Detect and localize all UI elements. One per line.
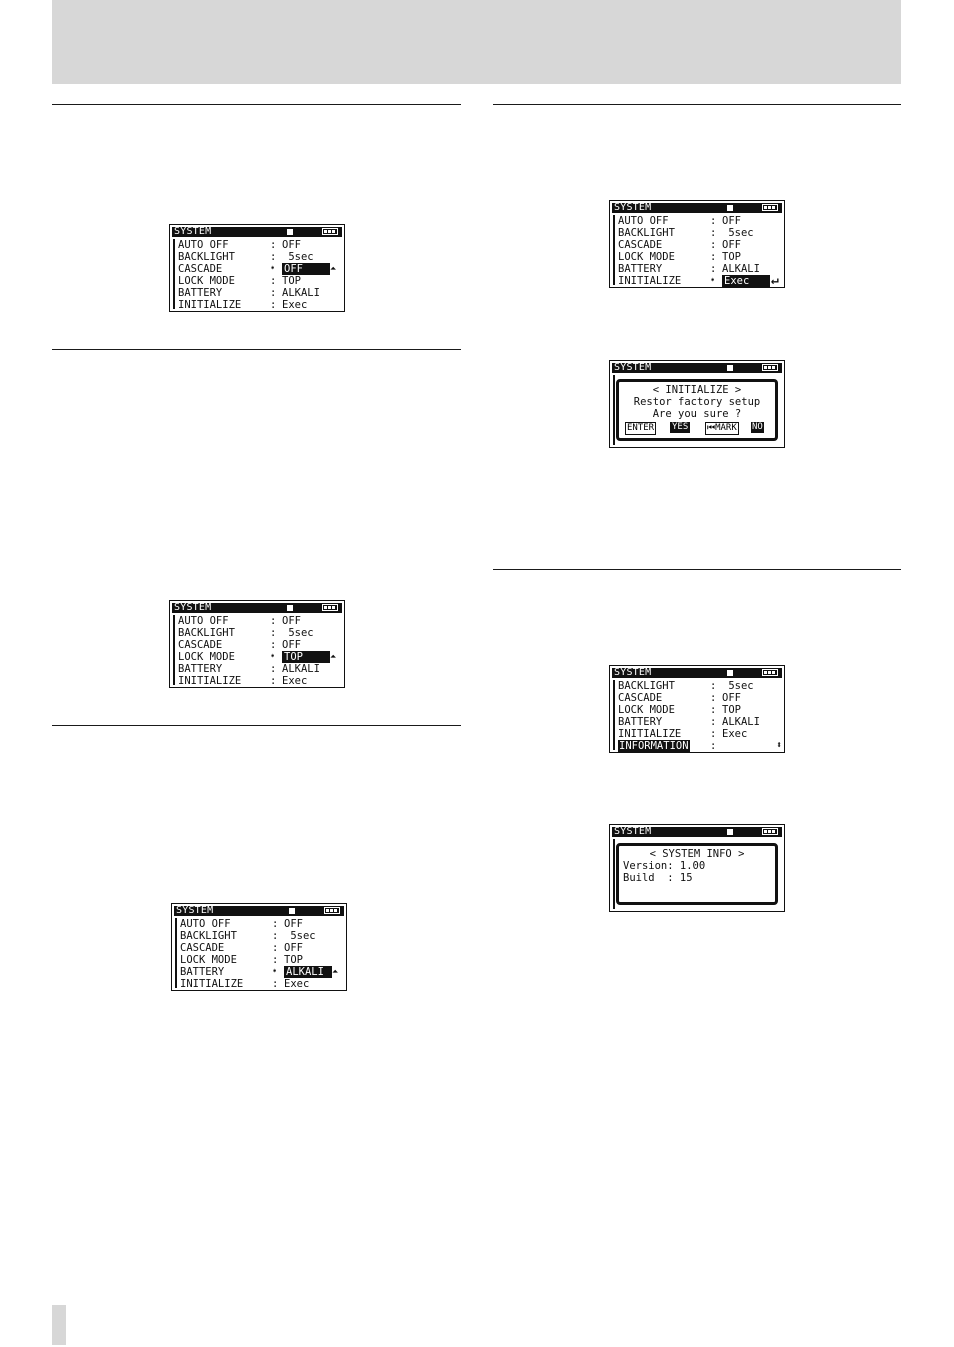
scroll-bar [613, 215, 615, 285]
menu-item-label: CASCADE [618, 239, 663, 251]
battery-icon [322, 228, 338, 235]
menu-item-label: BACKLIGHT [180, 930, 237, 942]
dialog-line: Version: 1.00 [623, 860, 706, 872]
menu-item-value: OFF [722, 215, 741, 227]
lcd-title: SYSTEM [614, 202, 652, 213]
menu-item-value: TOP [282, 651, 330, 663]
colon: : [710, 740, 717, 752]
menu-item-value: OFF [282, 239, 301, 251]
section-rule [52, 725, 461, 726]
colon: : [270, 299, 277, 311]
menu-row[interactable] [180, 942, 345, 954]
menu-item-label: BACKLIGHT [618, 680, 675, 692]
menu-row[interactable] [178, 675, 343, 687]
lcd-title: SYSTEM [174, 602, 212, 613]
header-band [52, 0, 901, 84]
menu-row[interactable] [180, 966, 345, 978]
colon: : [270, 627, 277, 639]
menu-row[interactable] [178, 275, 343, 287]
colon: : [710, 704, 717, 716]
lcd-title: SYSTEM [614, 667, 652, 678]
menu-item-label: LOCK MODE [180, 954, 237, 966]
colon: : [270, 615, 277, 627]
menu-row[interactable] [618, 263, 783, 275]
lcd-title: SYSTEM [614, 362, 652, 373]
lcd-screen-battery [171, 903, 347, 991]
menu-item-label: INITIALIZE [618, 728, 682, 740]
menu-item-label: BATTERY [178, 287, 223, 299]
menu-row[interactable] [178, 239, 343, 251]
menu-item-value: OFF [282, 263, 330, 275]
colon: : [710, 251, 717, 263]
dialog-line: Are you sure ? [652, 408, 742, 420]
menu-item-label: BATTERY [180, 966, 225, 978]
menu-row[interactable] [180, 954, 345, 966]
menu-item-label: AUTO OFF [178, 239, 229, 251]
menu-row[interactable] [618, 728, 783, 740]
lcd-title-bar [172, 227, 342, 237]
arrow-right-icon: ➧ [270, 264, 276, 274]
colon: : [710, 728, 717, 740]
menu-item-label: INITIALIZE [618, 275, 682, 287]
colon: : [270, 275, 277, 287]
colon: : [272, 978, 279, 990]
menu-item-value: OFF [284, 942, 303, 954]
menu-item-value: Exec [722, 275, 770, 287]
colon: : [710, 680, 717, 692]
menu-item-label: CASCADE [618, 692, 663, 704]
battery-icon [322, 604, 338, 611]
arrow-right-icon: ➧ [710, 276, 716, 286]
menu-item-label: CASCADE [178, 263, 223, 275]
dialog-line: < SYSTEM INFO > [649, 848, 745, 860]
section-rule [52, 349, 461, 350]
menu-item-value: ALKALI [722, 263, 760, 275]
colon: : [272, 918, 279, 930]
menu-item-label: AUTO OFF [180, 918, 231, 930]
arrow-right-icon: ➧ [272, 967, 278, 977]
scroll-updown-icon: ⬍ [776, 740, 783, 751]
menu-item-value: TOP [722, 704, 741, 716]
colon: : [270, 675, 277, 687]
menu-item-value: TOP [284, 954, 303, 966]
menu-row[interactable] [178, 663, 343, 675]
colon: : [270, 663, 277, 675]
colon: : [710, 263, 717, 275]
menu-row[interactable] [618, 239, 783, 251]
menu-item-value: ALKALI [282, 287, 320, 299]
battery-icon [324, 907, 340, 914]
stop-icon [727, 829, 733, 835]
section-rule [52, 104, 461, 105]
enter-icon: ↵ [771, 273, 779, 288]
scroll-bar [175, 918, 177, 988]
lcd-title-bar [612, 827, 782, 837]
stop-icon [289, 908, 295, 914]
menu-row[interactable] [618, 680, 783, 692]
lcd-title-bar [612, 203, 782, 213]
stop-icon [727, 670, 733, 676]
menu-item-value: 5sec [284, 930, 316, 942]
scroll-bar [173, 615, 175, 685]
stop-icon [727, 205, 733, 211]
no-option[interactable]: NO [752, 422, 763, 432]
dialog-line: Build : 15 [623, 872, 693, 884]
lcd-screen-initialize-confirm [609, 360, 785, 448]
dialog-box [616, 379, 778, 441]
scroll-bar [613, 680, 615, 750]
menu-item-label: BACKLIGHT [178, 251, 235, 263]
scroll-bar [613, 375, 615, 445]
cursor-up-icon: ⏶ [330, 264, 337, 273]
menu-row[interactable] [618, 275, 783, 287]
menu-row[interactable] [618, 227, 783, 239]
cursor-up-icon: ⏶ [332, 967, 339, 976]
menu-item-label: BACKLIGHT [618, 227, 675, 239]
lcd-title-bar [612, 668, 782, 678]
menu-item-value: 5sec [282, 251, 314, 263]
menu-item-value: OFF [284, 918, 303, 930]
battery-icon [762, 364, 778, 371]
stop-icon [727, 365, 733, 371]
menu-item-value: OFF [282, 615, 301, 627]
cursor-up-icon: ⏶ [330, 652, 337, 661]
arrow-right-icon: ➧ [270, 652, 276, 662]
menu-item-value: OFF [282, 639, 301, 651]
menu-item-value: 5sec [282, 627, 314, 639]
mark-key-label[interactable]: ⏮MARK [707, 423, 737, 433]
menu-item-value: ALKALI [284, 966, 332, 978]
lcd-screen-lock-mode [169, 600, 345, 688]
menu-item-value: OFF [722, 692, 741, 704]
colon: : [272, 930, 279, 942]
menu-item-value: ALKALI [722, 716, 760, 728]
colon: : [710, 215, 717, 227]
colon: : [710, 716, 717, 728]
battery-icon [762, 828, 778, 835]
lcd-title: SYSTEM [614, 826, 652, 837]
menu-item-value: Exec [722, 728, 748, 740]
page-tab-marker [52, 1305, 66, 1345]
dialog-line: < INITIALIZE > [652, 384, 742, 396]
lcd-title: SYSTEM [174, 226, 212, 237]
menu-item-label: BATTERY [178, 663, 223, 675]
lcd-screen-initialize [609, 200, 785, 288]
menu-row[interactable] [618, 215, 783, 227]
colon: : [270, 287, 277, 299]
menu-item-label: LOCK MODE [178, 651, 235, 663]
menu-item-label: LOCK MODE [618, 251, 675, 263]
scroll-bar [613, 839, 615, 909]
menu-row[interactable] [180, 978, 345, 990]
menu-item-label: LOCK MODE [178, 275, 235, 287]
menu-row[interactable] [178, 251, 343, 263]
lcd-title-bar [612, 363, 782, 373]
menu-row[interactable] [180, 930, 345, 942]
menu-item-label: INFORMATION [619, 740, 689, 752]
lcd-screen-system-info [609, 824, 785, 912]
colon: : [710, 692, 717, 704]
menu-row[interactable] [618, 251, 783, 263]
stop-icon [287, 229, 293, 235]
menu-item-label: INITIALIZE [180, 978, 244, 990]
colon: : [270, 239, 277, 251]
menu-item-value: 5sec [722, 680, 754, 692]
battery-icon [762, 204, 778, 211]
colon: : [270, 639, 277, 651]
menu-item-label: CASCADE [180, 942, 225, 954]
battery-icon [762, 669, 778, 676]
dialog-line: Restor factory setup [633, 396, 761, 408]
menu-row[interactable] [178, 615, 343, 627]
menu-row[interactable] [178, 287, 343, 299]
menu-item-value: OFF [722, 239, 741, 251]
menu-row[interactable] [618, 692, 783, 704]
dialog-buttons [625, 422, 773, 433]
menu-item-value: Exec [284, 978, 310, 990]
colon: : [710, 239, 717, 251]
lcd-screen-information [609, 665, 785, 753]
menu-row[interactable] [618, 704, 783, 716]
menu-row[interactable] [618, 716, 783, 728]
menu-item-value: Exec [282, 299, 308, 311]
menu-item-label: AUTO OFF [178, 615, 229, 627]
lcd-title-bar [172, 603, 342, 613]
colon: : [272, 954, 279, 966]
lcd-title-bar [174, 906, 344, 916]
menu-item-label: BATTERY [618, 263, 663, 275]
scroll-bar [173, 239, 175, 309]
menu-item-label: INITIALIZE [178, 299, 242, 311]
colon: : [270, 251, 277, 263]
section-rule [493, 569, 901, 570]
menu-item-value: Exec [282, 675, 308, 687]
colon: : [272, 942, 279, 954]
menu-item-value: TOP [282, 275, 301, 287]
menu-row[interactable] [180, 918, 345, 930]
menu-item-value: ALKALI [282, 663, 320, 675]
menu-item-label: INITIALIZE [178, 675, 242, 687]
lcd-screen-cascade [169, 224, 345, 312]
menu-item-label: BATTERY [618, 716, 663, 728]
lcd-title: SYSTEM [176, 905, 214, 916]
section-rule [493, 104, 901, 105]
menu-item-value: 5sec [722, 227, 754, 239]
menu-item-label: AUTO OFF [618, 215, 669, 227]
dialog-box [616, 843, 778, 905]
menu-row[interactable] [178, 639, 343, 651]
menu-item-label: LOCK MODE [618, 704, 675, 716]
menu-row[interactable] [618, 740, 783, 752]
menu-item-label: BACKLIGHT [178, 627, 235, 639]
colon: : [710, 227, 717, 239]
menu-item-value: TOP [722, 251, 741, 263]
menu-row[interactable] [178, 651, 343, 663]
stop-icon [287, 605, 293, 611]
enter-key-label[interactable]: ENTER [627, 423, 655, 433]
menu-row[interactable] [178, 299, 343, 311]
yes-option[interactable]: YES [672, 422, 689, 432]
menu-item-label: CASCADE [178, 639, 223, 651]
menu-row[interactable] [178, 263, 343, 275]
menu-row[interactable] [178, 627, 343, 639]
